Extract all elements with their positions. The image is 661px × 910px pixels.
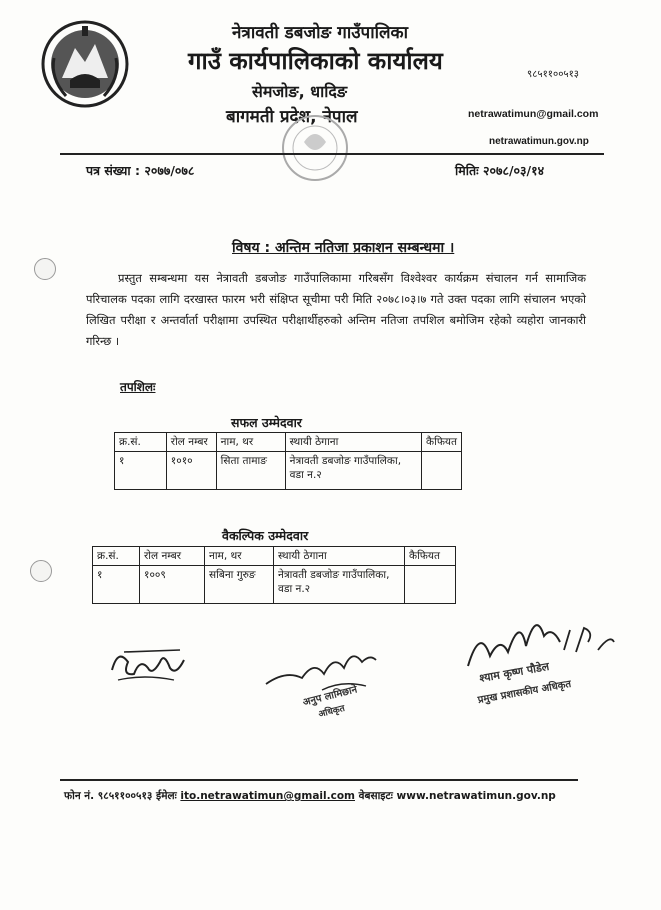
cell-name: सिता तामाङ: [216, 452, 285, 490]
col-remarks: कैफियत: [422, 433, 462, 452]
nepal-emblem-icon: [40, 18, 130, 110]
middle-signatory-name: अनुप लामिछाने: [301, 684, 359, 709]
punch-hole-top: [34, 258, 56, 280]
col-address: स्थायी ठेगाना: [274, 547, 405, 566]
footer-website-link[interactable]: www.netrawatimun.gov.np: [396, 790, 556, 802]
successful-candidates-table: [114, 432, 462, 490]
body-paragraph: [86, 268, 586, 352]
reference-label: पत्र संख्या :: [86, 163, 140, 178]
right-signatory-name: श्याम कृष्ण पौडेल: [478, 659, 551, 686]
table-header-row: [115, 433, 462, 452]
left-signature: [104, 640, 192, 686]
right-signatory-title: प्रमुख प्रशासकीय अधिकृत: [477, 678, 572, 707]
cell-address: नेत्रावती डबजोङ गाउँपालिका, वडा न.२: [285, 452, 421, 490]
body-text: प्रस्तुत सम्बन्धमा यस नेत्रावती डबजोङ गाउँपालिकामा गरिबसँग विश्वेश्वर कार्यक्रम संचालन गर्न सामाजिक परिचालक पदका लागि दरखास्त फारम भरी संक्षिप्त सूचीमा परी मिति २०७८।०३।७ गते उक्त पदका लागि संचालन भएको लिखित परीक्षा र अन्तर्वार्ता परीक्षामा उपस्थित परीक्षार्थीहरुको अन्तिम नतिजा तपशिल बमोजिम रहेको व्यहोरा जानकारी गरिन्छ ।: [86, 271, 586, 348]
col-roll: रोल नम्बर: [140, 547, 205, 566]
col-address: स्थायी ठेगाना: [285, 433, 421, 452]
middle-signature: [262, 640, 382, 696]
cell-roll: १००९: [140, 566, 205, 604]
province-country: बागमती प्रदेश, नेपाल: [226, 107, 358, 127]
cell-serial: १: [115, 452, 167, 490]
footer-email-link[interactable]: ito.netrawatimun@gmail.com: [180, 790, 355, 802]
cell-remarks: [405, 566, 456, 604]
office-seal-icon: [276, 112, 354, 184]
successful-candidates-title: सफल उम्मेदवार: [231, 415, 302, 430]
date-value: २०७८/०३/१४: [482, 163, 545, 178]
office-name: गाउँ कार्यपालिकाको कार्यालय: [188, 47, 443, 75]
date-label: मितिः: [455, 163, 479, 178]
footer-phone: ९८५११००५१३: [97, 790, 153, 802]
col-serial: क्र.सं.: [93, 547, 140, 566]
municipality-name: नेत्रावती डबजोङ गाउँपालिका: [232, 23, 408, 43]
table-row: [93, 566, 456, 604]
footer-email-label: ईमेलः: [156, 790, 177, 802]
cell-serial: १: [93, 566, 140, 604]
col-name: नाम, थर: [216, 433, 285, 452]
header-email: netrawatimun@gmail.com: [468, 108, 599, 120]
header-divider: [60, 153, 604, 155]
details-label: तपशिलः: [120, 380, 156, 394]
punch-hole-bottom: [30, 560, 52, 582]
footer-web-label: वेबसाइटः: [358, 790, 393, 802]
footer-phone-label: फोन नं.: [64, 790, 95, 802]
cell-address: नेत्रावती डबजोङ गाउँपालिका, वडा न.२: [274, 566, 405, 604]
cell-name: सबिना गुरुङ: [205, 566, 274, 604]
header-phone: ९८५११००५१३: [527, 69, 579, 80]
reference-number: [86, 162, 194, 179]
header-website: netrawatimun.gov.np: [489, 136, 589, 147]
footer-divider: [60, 779, 578, 781]
col-name: नाम, थर: [205, 547, 274, 566]
col-remarks: कैफियत: [405, 547, 456, 566]
footer-contact: [64, 789, 556, 803]
alternate-candidates-title: वैकल्पिक उम्मेदवार: [222, 528, 309, 543]
letter-date: [455, 162, 544, 179]
cell-roll: १०१०: [166, 452, 216, 490]
alternate-candidates-table: [92, 546, 456, 604]
subject-line: विषय : अन्तिम नतिजा प्रकाशन सम्बन्धमा ।: [232, 240, 455, 256]
office-location: सेमजोङ, धादिङ: [252, 82, 348, 101]
col-roll: रोल नम्बर: [166, 433, 216, 452]
middle-signatory-title: अधिकृत: [317, 703, 346, 721]
table-row: [115, 452, 462, 490]
col-serial: क्र.सं.: [115, 433, 167, 452]
cell-remarks: [422, 452, 462, 490]
reference-value: २०७७/०७८: [144, 163, 195, 178]
table-header-row: [93, 547, 456, 566]
